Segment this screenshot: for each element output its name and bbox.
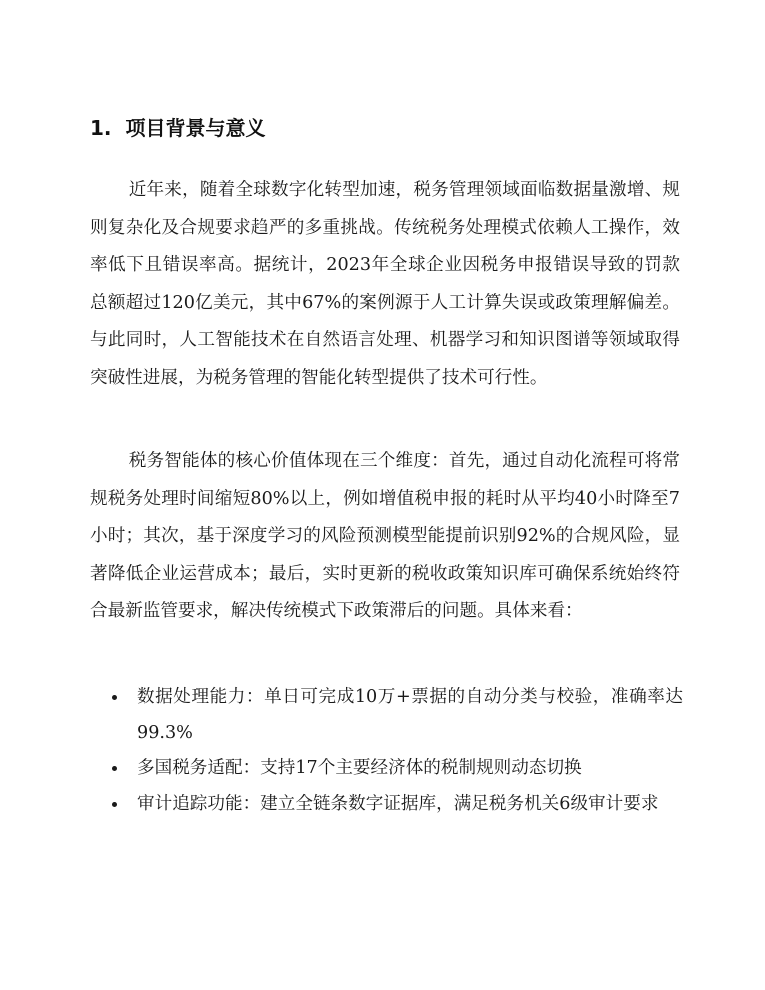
bullet-text: 审计追踪功能：建立全链条数字证据库，满足税务机关6级审计要求 [137, 793, 659, 814]
paragraph-background: 近年来，随着全球数字化转型加速，税务管理领域面临数据量激增、规则复杂化及合规要求趋严的多重挑战。传统税务处理模式依赖人工操作，效率低下且错误率高。据统计，2023年全球企业因税务申报错误导致的罚款总额超过120亿美元，其中67%的案例源于人工计算失误或政策理解偏差。与此同时，人工智能技术在自然语言处理、机器学习和知识图谱等领域取得突破性进展，为税务管理的智能化转型提供了技术可行性。 [90, 180, 680, 388]
paragraph-core-value: 税务智能体的核心价值体现在三个维度：首先，通过自动化流程可将常规税务处理时间缩短80%以上，例如增值税申报的耗时从平均40小时降至7小时；其次，基于深度学习的风险预测模型能提前识别92%的合规风险，显著降低企业运营成本；最后，实时更新的税收政策知识库可确保系统始终符合最新监管要求，解决传统模式下政策滞后的问题。具体来看： [90, 451, 680, 621]
bullet-dot-icon [112, 695, 117, 700]
section-title: 项目背景与意义 [125, 116, 266, 140]
bullet-dot-icon [112, 766, 117, 771]
section-number: 1. [90, 116, 112, 140]
bullet-text: 数据处理能力：单日可完成10万+票据的自动分类与校验，准确率达99.3% [137, 687, 683, 743]
bullet-item-data-processing [108, 680, 683, 751]
feature-bullet-list [108, 680, 683, 822]
bullet-item-audit-trail [108, 787, 683, 823]
bullet-text: 多国税务适配：支持17个主要经济体的税制规则动态切换 [137, 758, 582, 778]
bullet-dot-icon [112, 802, 117, 807]
section-heading [90, 112, 266, 144]
bullet-item-multi-country [108, 751, 683, 787]
